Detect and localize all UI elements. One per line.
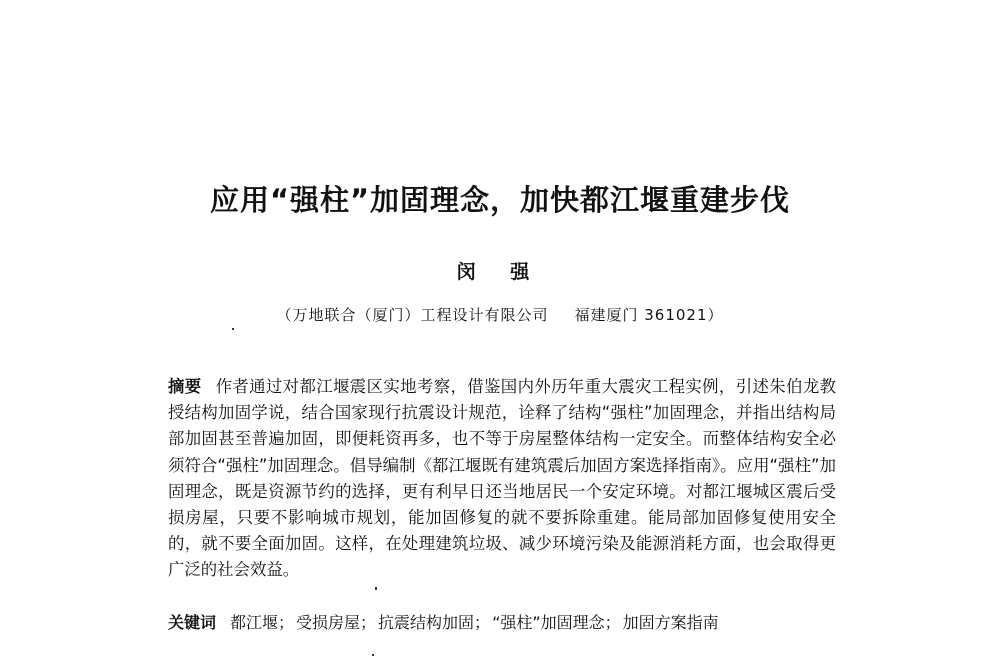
keyword-item: 都江堰； bbox=[230, 613, 295, 632]
affiliation-org: （万地联合（厦门）工程设计有限公司 bbox=[276, 306, 549, 324]
keyword-item: 受损房屋； bbox=[296, 613, 377, 632]
affiliation bbox=[0, 304, 1000, 325]
scan-speck bbox=[232, 328, 234, 330]
affiliation-address: 福建厦门 361021） bbox=[574, 306, 724, 324]
keyword-item: 抗震结构加固； bbox=[378, 613, 491, 632]
keyword-item: “强柱”加固理念； bbox=[492, 613, 621, 632]
author-name: 闵 强 bbox=[456, 261, 544, 283]
scan-speck bbox=[372, 654, 374, 656]
abstract bbox=[168, 374, 836, 584]
abstract-label: 摘要 bbox=[168, 377, 202, 396]
keywords-label: 关键词 bbox=[168, 613, 217, 632]
keywords bbox=[168, 610, 848, 633]
paper-title: 应用“强柱”加固理念，加快都江堰重建步伐 bbox=[209, 183, 791, 217]
abstract-text: 作者通过对都江堰震区实地考察，借鉴国内外历年重大震灾工程实例，引述朱伯龙教授结构加固学说，结合国家现行抗震设计规范，诠释了结构“强柱”加固理念，并指出结构局部加固甚至普遍加固，即便耗资再多，也不等于房屋整体结构一定安全。而整体结构安全必须符合“强柱”加固理念。倡导编制《都江堰既有建筑震后加固方案选择指南》。应用“强柱”加固理念，既是资源节约的选择，更有利早日还当地居民一个安定环境。对都江堰城区震后受损房屋，只要不影响城市规划，能加固修复的就不要拆除重建。能局部加固修复使用安全的，就不要全面加固。这样，在处理建筑垃圾、减少环境污染及能源消耗方面，也会取得更广泛的社会效益。 bbox=[168, 377, 837, 580]
keyword-item: 加固方案指南 bbox=[622, 613, 719, 632]
scan-speck bbox=[375, 587, 377, 590]
